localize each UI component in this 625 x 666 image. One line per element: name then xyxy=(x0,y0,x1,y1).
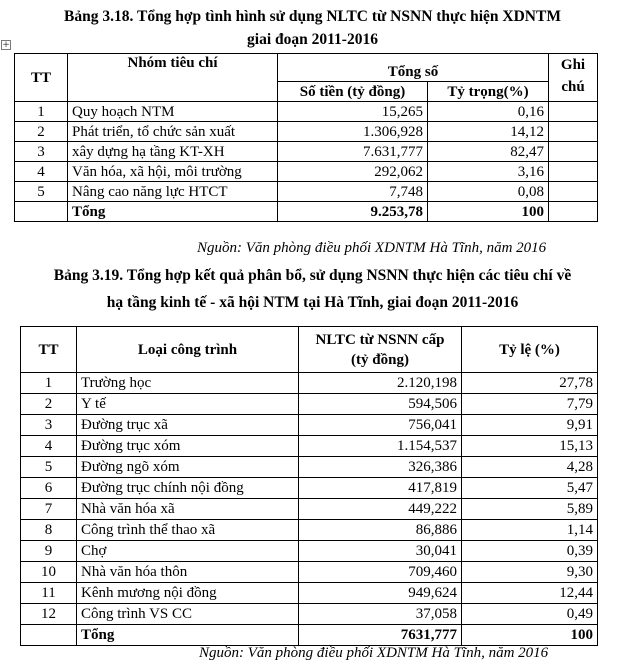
table2-caption-line1: Bảng 3.19. Tổng hợp kết quả phân bổ, sử dụng NSNN thực hiện các tiêu chí về xyxy=(53,267,572,284)
row-note xyxy=(549,142,598,162)
table-row xyxy=(15,162,598,182)
table2-caption-line2: hạ tầng kinh tế - xã hội NTM tại Hà Tĩnh, giai đoạn 2011-2016 xyxy=(106,294,519,311)
header-funds-line1: NLTC từ NSNN cấp xyxy=(315,331,445,348)
row-ratio: 0,49 xyxy=(462,604,598,625)
row-type-name: Đường trục chính nội đồng xyxy=(77,478,299,499)
row-ratio: 7,79 xyxy=(462,394,598,415)
row-funds: 417,819 xyxy=(299,478,462,499)
header-share: Tỷ trọng(%) xyxy=(428,82,549,102)
row-group-name: Nâng cao năng lực HTCT xyxy=(68,182,278,202)
row-ratio: 12,44 xyxy=(462,583,598,604)
table1-caption-line1: Bảng 3.18. Tổng hợp tình hình sử dụng NLTC từ NSNN thực hiện XDNTM xyxy=(64,8,561,25)
table-row xyxy=(21,604,598,625)
row-ratio: 15,13 xyxy=(462,436,598,457)
header-amount: Số tiền (tỷ đồng) xyxy=(278,82,428,102)
move-anchor-icon[interactable]: + xyxy=(2,40,10,50)
row-type-name: Nhà văn hóa thôn xyxy=(77,562,299,583)
row-share: 3,16 xyxy=(428,162,549,182)
table-row xyxy=(21,562,598,583)
row-funds: 30,041 xyxy=(299,541,462,562)
row-funds: 2.120,198 xyxy=(299,373,462,394)
row-note xyxy=(549,182,598,202)
row-amount: 7,748 xyxy=(278,182,428,202)
row-type-name: Công trình thể thao xã xyxy=(77,520,299,541)
table-row xyxy=(15,122,598,142)
header-group: Nhóm tiêu chí xyxy=(68,54,278,102)
row-type-name: Công trình VS CC xyxy=(77,604,299,625)
row-funds: 326,386 xyxy=(299,457,462,478)
table-row xyxy=(21,520,598,541)
table-row xyxy=(15,182,598,202)
row-tt: 12 xyxy=(21,604,77,625)
header-note xyxy=(549,54,598,102)
header-funds xyxy=(299,327,462,373)
row-tt: 2 xyxy=(15,122,68,142)
table-3-18 xyxy=(14,53,598,222)
row-share: 0,08 xyxy=(428,182,549,202)
row-ratio: 9,91 xyxy=(462,415,598,436)
row-group-name: Quy hoạch NTM xyxy=(68,102,278,122)
row-funds: 594,506 xyxy=(299,394,462,415)
row-type-name: Y tế xyxy=(77,394,299,415)
row-type-name: Kênh mương nội đồng xyxy=(77,583,299,604)
table-row xyxy=(21,394,598,415)
row-amount: 7.631,777 xyxy=(278,142,428,162)
row-funds: 756,041 xyxy=(299,415,462,436)
header-tt: TT xyxy=(21,327,77,373)
row-tt: 4 xyxy=(21,436,77,457)
row-tt: 8 xyxy=(21,520,77,541)
row-tt: 3 xyxy=(21,415,77,436)
row-type-name: Đường ngõ xóm xyxy=(77,457,299,478)
row-share: 0,16 xyxy=(428,102,549,122)
table-row xyxy=(21,457,598,478)
header-tt: TT xyxy=(15,54,68,102)
row-ratio: 0,39 xyxy=(462,541,598,562)
total-share: 100 xyxy=(428,202,549,222)
table-row xyxy=(21,499,598,520)
row-group-name: Văn hóa, xã hội, môi trường xyxy=(68,162,278,182)
row-tt: 1 xyxy=(15,102,68,122)
row-tt: 6 xyxy=(21,478,77,499)
table-row xyxy=(21,541,598,562)
row-funds: 709,460 xyxy=(299,562,462,583)
table2-source: Nguồn: Văn phòng điều phối XDNTM Hà Tĩnh, năm 2016 xyxy=(199,645,549,661)
table1-source: Nguồn: Văn phòng điều phối XDNTM Hà Tĩnh, năm 2016 xyxy=(197,240,547,256)
table-row xyxy=(21,373,598,394)
row-ratio: 27,78 xyxy=(462,373,598,394)
row-type-name: Đường trục xã xyxy=(77,415,299,436)
row-tt: 1 xyxy=(21,373,77,394)
header-total: Tổng số xyxy=(278,54,549,82)
header-funds-line2: (tỷ đồng) xyxy=(351,351,409,368)
row-ratio: 9,30 xyxy=(462,562,598,583)
total-label: Tổng xyxy=(77,625,299,646)
row-group-name: xây dựng hạ tầng KT-XH xyxy=(68,142,278,162)
row-tt: 11 xyxy=(21,583,77,604)
row-type-name: Nhà văn hóa xã xyxy=(77,499,299,520)
row-amount: 1.306,928 xyxy=(278,122,428,142)
total-tt xyxy=(21,625,77,646)
row-amount: 292,062 xyxy=(278,162,428,182)
total-amount: 9.253,78 xyxy=(278,202,428,222)
row-tt: 5 xyxy=(21,457,77,478)
row-ratio: 5,89 xyxy=(462,499,598,520)
row-share: 14,12 xyxy=(428,122,549,142)
row-funds: 37,058 xyxy=(299,604,462,625)
table-row xyxy=(21,436,598,457)
row-type-name: Đường trục xóm xyxy=(77,436,299,457)
row-tt: 10 xyxy=(21,562,77,583)
total-tt xyxy=(15,202,68,222)
table-row xyxy=(21,415,598,436)
row-ratio: 5,47 xyxy=(462,478,598,499)
table-row xyxy=(15,142,598,162)
table-row xyxy=(21,583,598,604)
header-note-line1: Ghi xyxy=(560,57,586,73)
row-tt: 2 xyxy=(21,394,77,415)
row-note xyxy=(549,162,598,182)
row-note xyxy=(549,102,598,122)
table-3-19 xyxy=(20,326,598,646)
row-tt: 3 xyxy=(15,142,68,162)
row-type-name: Trường học xyxy=(77,373,299,394)
row-tt: 7 xyxy=(21,499,77,520)
header-note-line2: chú xyxy=(561,79,585,95)
row-type-name: Chợ xyxy=(77,541,299,562)
total-label: Tổng xyxy=(68,202,278,222)
row-funds: 949,624 xyxy=(299,583,462,604)
row-tt: 9 xyxy=(21,541,77,562)
row-note xyxy=(549,122,598,142)
total-note xyxy=(549,202,598,222)
row-funds: 449,222 xyxy=(299,499,462,520)
row-group-name: Phát triển, tổ chức sản xuất xyxy=(68,122,278,142)
row-ratio: 1,14 xyxy=(462,520,598,541)
row-funds: 1.154,537 xyxy=(299,436,462,457)
row-ratio: 4,28 xyxy=(462,457,598,478)
table1-caption-line2: giai đoạn 2011-2016 xyxy=(247,31,378,48)
row-share: 82,47 xyxy=(428,142,549,162)
header-type: Loại công trình xyxy=(77,327,299,373)
table-row xyxy=(15,102,598,122)
row-amount: 15,265 xyxy=(278,102,428,122)
total-funds: 7631,777 xyxy=(299,625,462,646)
row-tt: 5 xyxy=(15,182,68,202)
total-ratio: 100 xyxy=(462,625,598,646)
row-funds: 86,886 xyxy=(299,520,462,541)
table-row xyxy=(21,478,598,499)
row-tt: 4 xyxy=(15,162,68,182)
header-ratio: Tỷ lệ (%) xyxy=(462,327,598,373)
